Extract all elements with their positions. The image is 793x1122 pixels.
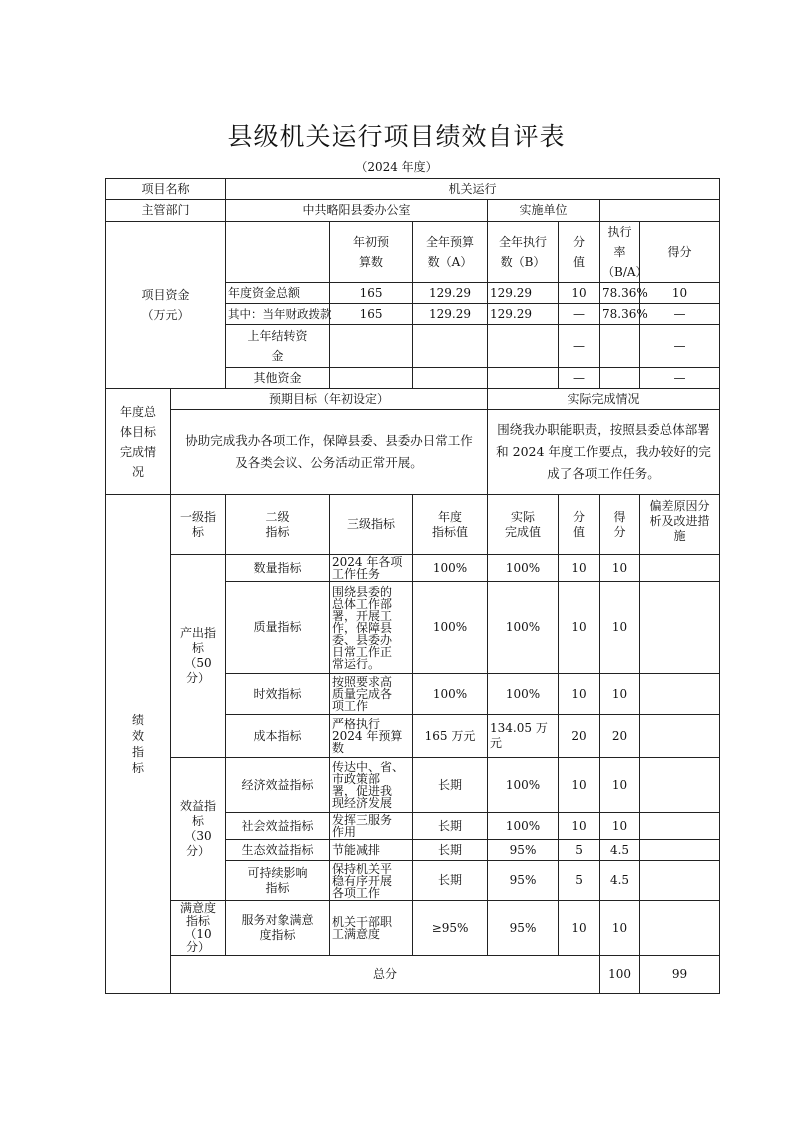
funds-header-blank [226,222,330,283]
ind-note [640,840,720,861]
funds-cell: 129.29 [488,304,559,325]
ind-note [640,555,720,582]
ind-score: 10 [600,582,640,674]
actual-result-header: 实际完成情况 [488,389,720,410]
ind-l2: 成本指标 [226,715,330,758]
dept-value: 中共略阳县委办公室 [226,200,488,222]
ind-l3: 机关干部职 工满意度 [330,901,413,956]
total-score: 99 [640,956,720,994]
funds-header-initial: 年初预 算数 [330,222,413,283]
ind-l2: 时效指标 [226,674,330,715]
ind-header-l1: 一级指 标 [171,495,226,555]
ind-note [640,813,720,840]
project-name: 机关运行 [226,179,720,200]
funds-cell: 10 [640,283,720,304]
ind-score: 4.5 [600,861,640,901]
ind-actual: 100% [488,674,559,715]
ind-l3: 保持机关平 稳有序开展 各项工作 [330,861,413,901]
ind-header-score: 得 分 [600,495,640,555]
ind-l3: 节能减排 [330,840,413,861]
ind-weight: 10 [559,901,600,956]
ind-score: 10 [600,901,640,956]
funds-cell [330,325,413,368]
ind-score: 10 [600,555,640,582]
funds-cell: — [640,325,720,368]
ind-target: 100% [413,555,488,582]
ind-l2: 可持续影响 指标 [226,861,330,901]
ind-l3: 2024 年各项 工作任务 [330,555,413,582]
funds-header-score: 得分 [640,222,720,283]
funds-cell: — [640,368,720,389]
funds-cell [600,368,640,389]
ind-target: 长期 [413,813,488,840]
funds-cell [488,325,559,368]
ind-header-weight: 分 值 [559,495,600,555]
ind-weight: 10 [559,582,600,674]
ind-target: 长期 [413,758,488,813]
ind-note [640,674,720,715]
indicators-label: 绩 效 指 标 [106,495,171,994]
funds-cell [330,368,413,389]
funds-cell [488,368,559,389]
performance-table [105,178,720,994]
group-benefit-label: 效益指 标 （30 分） [171,758,226,901]
funds-row-label: 年度资金总额 [226,283,330,304]
funds-cell: — [640,304,720,325]
ind-actual: 100% [488,555,559,582]
funds-cell: — [559,325,600,368]
funds-cell: 78.36% [600,283,640,304]
funds-row-label: 其中：当年财政拨款 [226,304,330,325]
ind-note [640,758,720,813]
ind-l2: 社会效益指标 [226,813,330,840]
ind-l3: 严格执行 2024 年预算 数 [330,715,413,758]
ind-target: 165 万元 [413,715,488,758]
ind-target: 长期 [413,840,488,861]
ind-actual: 100% [488,582,559,674]
ind-score: 20 [600,715,640,758]
ind-target: ≥95% [413,901,488,956]
ind-header-target: 年度 指标值 [413,495,488,555]
ind-weight: 5 [559,861,600,901]
funds-cell: 129.29 [413,283,488,304]
funds-cell: 129.29 [413,304,488,325]
ind-header-note: 偏差原因分 析及改进措 施 [640,495,720,555]
ind-weight: 20 [559,715,600,758]
actual-result-text: 围绕我办职能职责，按照县委总体部署和 2024 年度工作要点，我办较好的完成了各项工作任务。 [488,410,720,495]
ind-note [640,861,720,901]
ind-weight: 10 [559,813,600,840]
ind-l2: 数量指标 [226,555,330,582]
ind-header-l3: 三级指标 [330,495,413,555]
funds-cell: 129.29 [488,283,559,304]
funds-cell: 165 [330,304,413,325]
group-output-label: 产出指 标 （50 分） [171,555,226,758]
ind-l2: 经济效益指标 [226,758,330,813]
expected-goal-text: 协助完成我办各项工作，保障县委、县委办日常工作及各类会议、公务活动正常开展。 [171,410,488,495]
ind-target: 100% [413,674,488,715]
ind-score: 10 [600,813,640,840]
funds-row-label: 上年结转资 金 [226,325,330,368]
funds-row-label: 其他资金 [226,368,330,389]
ind-actual: 100% [488,813,559,840]
funds-cell [413,325,488,368]
ind-score: 10 [600,674,640,715]
funds-header-budget: 全年预算 数（A） [413,222,488,283]
funds-label: 项目资金 （万元） [106,222,226,389]
ind-score: 4.5 [600,840,640,861]
funds-cell [600,325,640,368]
ind-target: 100% [413,582,488,674]
ind-l2: 质量指标 [226,582,330,674]
ind-note [640,715,720,758]
ind-header-l2: 二级 指标 [226,495,330,555]
ind-score: 10 [600,758,640,813]
funds-cell: — [559,368,600,389]
ind-weight: 10 [559,674,600,715]
document-title: 县级机关运行项目绩效自评表 [227,122,566,151]
ind-actual: 100% [488,758,559,813]
ind-l2: 服务对象满意 度指标 [226,901,330,956]
total-weight: 100 [600,956,640,994]
ind-actual: 95% [488,901,559,956]
ind-note [640,901,720,956]
goals-label: 年度总 体目标 完成情 况 [106,389,171,495]
project-name-label: 项目名称 [106,179,226,200]
dept-label: 主管部门 [106,200,226,222]
funds-cell: 10 [559,283,600,304]
impl-unit-value [600,200,720,222]
ind-actual: 134.05 万 元 [488,715,559,758]
ind-target: 长期 [413,861,488,901]
expected-goal-header: 预期目标（年初设定） [171,389,488,410]
year-label: （2024 年度） [355,160,438,174]
ind-l3: 按照要求高 质量完成各 项工作 [330,674,413,715]
impl-unit-label: 实施单位 [488,200,600,222]
funds-header-weight: 分 值 [559,222,600,283]
funds-header-rate: 执行率 （B/A） [600,222,640,283]
ind-actual: 95% [488,861,559,901]
ind-weight: 10 [559,555,600,582]
funds-cell: 165 [330,283,413,304]
ind-actual: 95% [488,840,559,861]
ind-l2: 生态效益指标 [226,840,330,861]
ind-weight: 10 [559,758,600,813]
funds-cell [413,368,488,389]
ind-note [640,582,720,674]
ind-l3: 围绕县委的 总体工作部 署，开展工 作，保障县 委、县委办 日常工作正 常运行。 [330,582,413,674]
group-satisfaction-label: 满意度 指标 （10 分） [171,901,226,956]
funds-header-exec: 全年执行 数（B） [488,222,559,283]
ind-l3: 传达中、省、 市政策部 署，促进我 现经济发展 [330,758,413,813]
ind-header-actual: 实际 完成值 [488,495,559,555]
total-label: 总分 [171,956,600,994]
funds-cell: 78.36% [600,304,640,325]
ind-l3: 发挥三服务 作用 [330,813,413,840]
ind-weight: 5 [559,840,600,861]
funds-cell: — [559,304,600,325]
